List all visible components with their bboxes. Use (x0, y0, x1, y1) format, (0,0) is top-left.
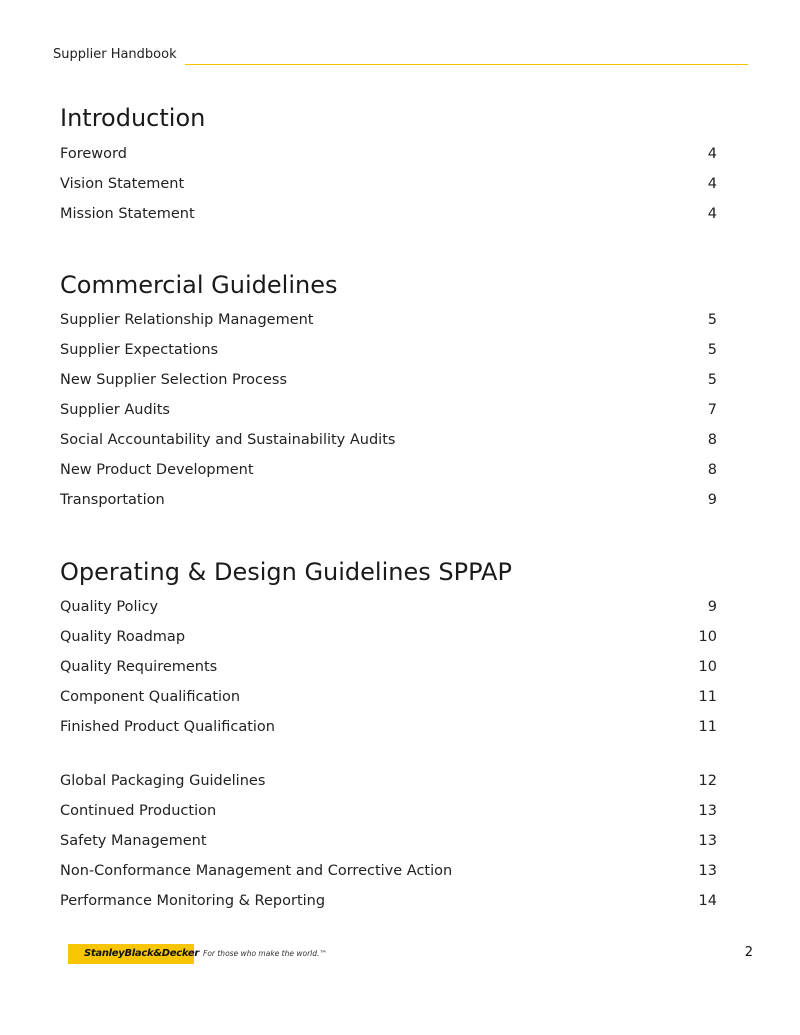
toc-entry-supplier-relationship-management[interactable] (60, 310, 717, 330)
toc-entry-label: Component Qualification (60, 689, 241, 705)
toc-entry-page: 10 (698, 629, 717, 645)
toc-entry-label: Foreword (60, 146, 127, 162)
toc-entry-page: 13 (698, 863, 717, 879)
toc-entry-page: 7 (707, 402, 717, 418)
toc-entry-page: 13 (698, 803, 717, 819)
section-title-operating-design-guidelines: Operating & Design Guidelines SPPAP (60, 558, 512, 586)
toc-entry-page: 8 (707, 462, 717, 478)
toc-entry-page: 5 (707, 312, 717, 328)
toc-entry-label: Transportation (60, 492, 165, 508)
toc-entry-label: New Product Development (60, 462, 254, 478)
toc-entry-supplier-expectations[interactable] (60, 340, 717, 360)
toc-entry-label: Global Packaging Guidelines (60, 773, 266, 789)
toc-entry-page: 5 (707, 372, 717, 388)
toc-entry-label: Finished Product Qualification (60, 719, 275, 735)
document-title: Supplier Handbook (53, 47, 177, 62)
toc-entry-label: Supplier Expectations (60, 342, 219, 358)
toc-entry-page: 9 (707, 492, 717, 508)
company-logo (68, 944, 199, 964)
toc-entry-global-packaging-guidelines[interactable] (60, 771, 717, 791)
toc-entry-label: Vision Statement (60, 176, 185, 192)
toc-entry-finished-product-qualification[interactable] (60, 717, 717, 737)
page-number: 2 (744, 945, 753, 960)
toc-entry-label: Social Accountability and Sustainability Audits (60, 432, 396, 448)
toc-entry-page: 10 (698, 659, 717, 675)
toc-entry-label: New Supplier Selection Process (60, 372, 288, 388)
toc-entry-page: 12 (698, 773, 717, 789)
toc-entry-non-conformance-management[interactable] (60, 861, 717, 881)
toc-entry-transportation[interactable] (60, 490, 717, 510)
toc-entry-page: 11 (698, 689, 717, 705)
toc-entry-page: 14 (698, 893, 717, 909)
toc-entry-continued-production[interactable] (60, 801, 717, 821)
toc-entry-supplier-audits[interactable] (60, 400, 717, 420)
toc-entry-social-accountability-audits[interactable] (60, 430, 717, 450)
toc-entry-label: Non-Conformance Management and Corrective Action (60, 863, 453, 879)
toc-entry-page: 13 (698, 833, 717, 849)
section-title-commercial-guidelines: Commercial Guidelines (60, 271, 338, 299)
toc-entry-label: Performance Monitoring & Reporting (60, 893, 326, 909)
toc-entry-label: Continued Production (60, 803, 217, 819)
toc-entry-performance-monitoring[interactable] (60, 891, 717, 911)
page-header (53, 46, 748, 66)
toc-entry-quality-roadmap[interactable] (60, 627, 717, 647)
toc-entry-page: 4 (707, 176, 717, 192)
toc-entry-component-qualification[interactable] (60, 687, 717, 707)
toc-entry-quality-requirements[interactable] (60, 657, 717, 677)
company-logo-text: StanleyBlack&Decker (84, 948, 199, 959)
toc-entry-page: 8 (707, 432, 717, 448)
toc-entry-label: Supplier Relationship Management (60, 312, 314, 328)
toc-entry-page: 5 (707, 342, 717, 358)
toc-entry-page: 11 (698, 719, 717, 735)
footer-tagline: For those who make the world.™ (203, 949, 327, 958)
toc-entry-new-supplier-selection-process[interactable] (60, 370, 717, 390)
toc-entry-page: 4 (707, 206, 717, 222)
toc-entry-label: Safety Management (60, 833, 207, 849)
toc-entry-label: Quality Policy (60, 599, 159, 615)
toc-entry-foreword[interactable] (60, 144, 717, 164)
toc-entry-label: Supplier Audits (60, 402, 170, 418)
toc-entry-page: 4 (707, 146, 717, 162)
toc-entry-page: 9 (707, 599, 717, 615)
toc-entry-vision-statement[interactable] (60, 174, 717, 194)
header-rule (185, 64, 748, 65)
toc-entry-label: Quality Roadmap (60, 629, 186, 645)
toc-entry-label: Mission Statement (60, 206, 195, 222)
toc-entry-quality-policy[interactable] (60, 597, 717, 617)
toc-entry-label: Quality Requirements (60, 659, 218, 675)
section-title-introduction: Introduction (60, 104, 206, 132)
toc-entry-safety-management[interactable] (60, 831, 717, 851)
toc-entry-new-product-development[interactable] (60, 460, 717, 480)
toc-entry-mission-statement[interactable] (60, 204, 717, 224)
